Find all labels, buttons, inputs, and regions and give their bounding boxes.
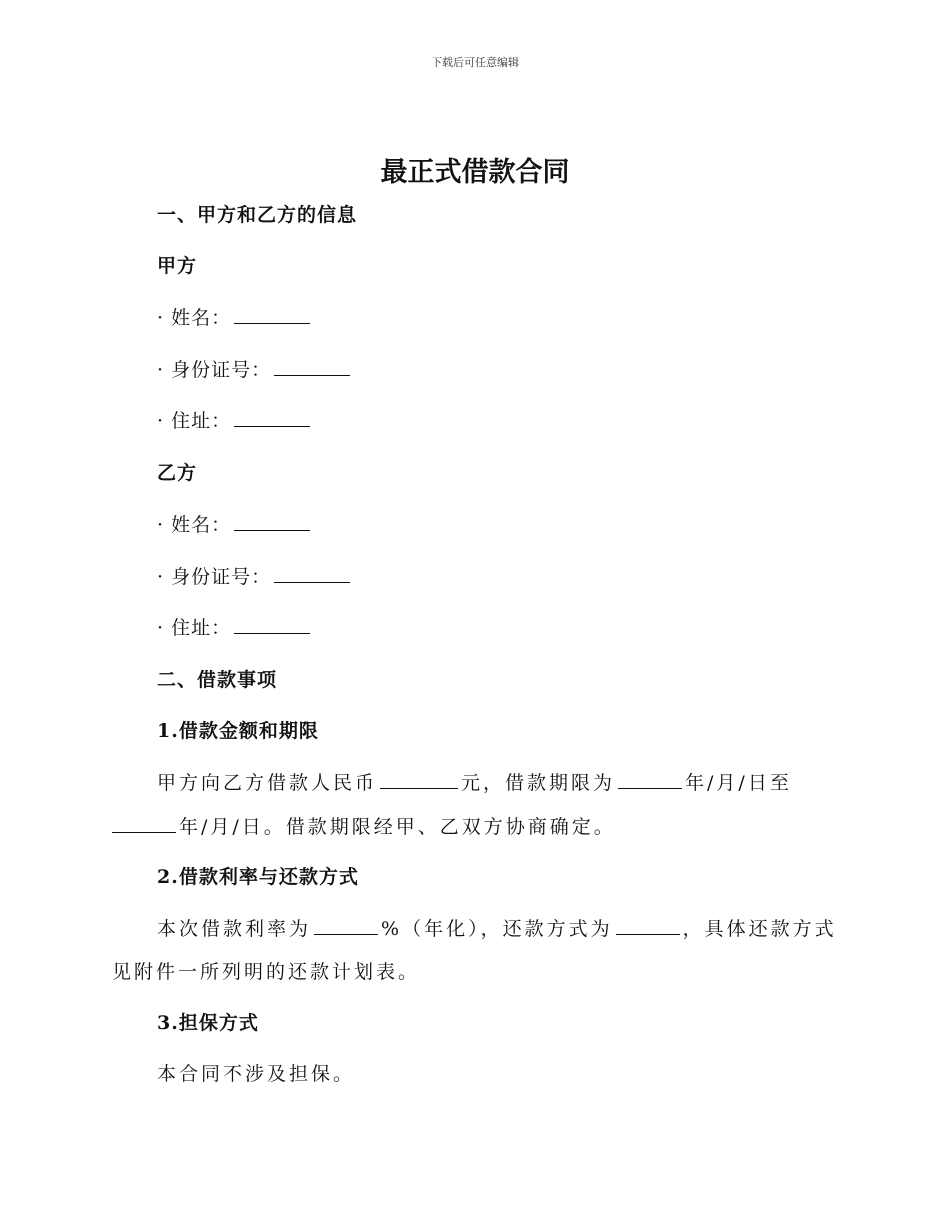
- item2-heading: 2.借款利率与还款方式: [157, 866, 359, 888]
- party-a-id-blank: [274, 374, 350, 376]
- item1-paragraph-line2: [112, 812, 616, 839]
- party-b-id-label: · 身份证号：: [157, 566, 272, 588]
- item2-paragraph-line1: [157, 914, 837, 941]
- item1-text-d: 年/月/日。借款期限经甲、乙双方协商确定。: [179, 816, 616, 838]
- item1-text-b: 元，借款期限为: [461, 772, 616, 794]
- loan-amount-blank: [380, 787, 458, 789]
- repayment-method-blank: [616, 933, 680, 935]
- party-a-label: 甲方: [157, 255, 198, 277]
- item2-text-a: 本次借款利率为: [157, 918, 312, 940]
- interest-rate-blank: [314, 933, 378, 935]
- item2-text-b: %（年化），还款方式为: [381, 918, 613, 940]
- party-b-id-blank: [274, 581, 350, 583]
- item3-heading: 3.担保方式: [157, 1012, 259, 1034]
- party-a-name-blank: [234, 322, 310, 324]
- item1-paragraph-line1: [157, 768, 792, 795]
- item1-text-c: 年/月/日至: [685, 772, 792, 794]
- loan-start-blank: [618, 787, 682, 789]
- item2-paragraph-line2: 见附件一所列明的还款计划表。: [112, 961, 421, 983]
- party-b-name-row: [157, 510, 313, 537]
- party-b-address-label: · 住址：: [157, 617, 232, 639]
- party-b-label: 乙方: [157, 462, 198, 484]
- section2-heading: 二、借款事项: [157, 669, 278, 691]
- item1-text-a: 甲方向乙方借款人民币: [157, 772, 378, 794]
- document-title: 最正式借款合同: [380, 157, 570, 188]
- party-a-name-label: · 姓名：: [157, 307, 232, 329]
- party-b-address-row: [157, 613, 313, 640]
- page-header: 下载后可任意编辑: [431, 56, 519, 69]
- party-a-name-row: [157, 303, 313, 330]
- party-a-id-label: · 身份证号：: [157, 359, 272, 381]
- party-b-address-blank: [234, 632, 310, 634]
- section1-heading: 一、甲方和乙方的信息: [157, 204, 358, 226]
- party-a-address-row: [157, 406, 313, 433]
- loan-end-blank: [112, 831, 176, 833]
- item1-heading: 1.借款金额和期限: [157, 720, 319, 742]
- party-b-name-blank: [234, 529, 310, 531]
- party-b-name-label: · 姓名：: [157, 514, 232, 536]
- party-a-address-label: · 住址：: [157, 410, 232, 432]
- party-a-id-row: [157, 355, 353, 382]
- party-a-address-blank: [234, 425, 310, 427]
- item3-paragraph: 本合同不涉及担保。: [157, 1063, 356, 1085]
- party-b-id-row: [157, 562, 353, 589]
- item2-text-c: ，具体还款方式: [682, 918, 837, 940]
